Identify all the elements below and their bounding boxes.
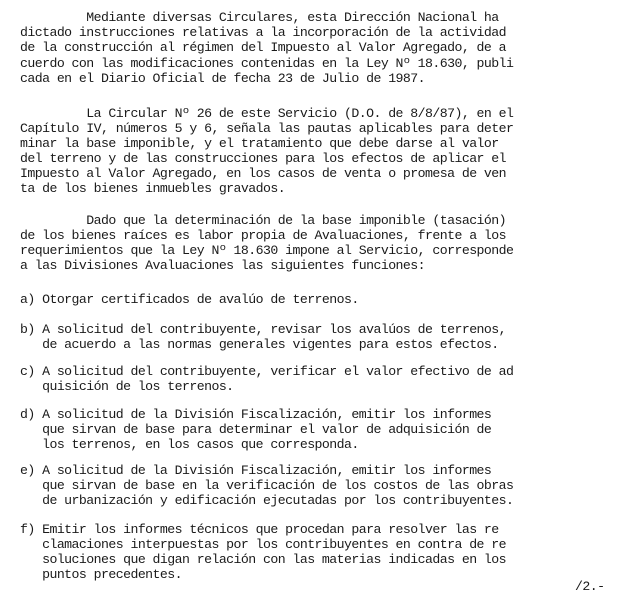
paragraph-1-line-2: dictado instrucciones relativas a la incorporación de la actividad (20, 25, 507, 40)
paragraph-2-line-5: Impuesto al Valor Agregado, en los casos de venta o promesa de ven (20, 166, 507, 181)
item-f-line-2: clamaciones interpuestas por los contribuyentes en contra de re (20, 537, 507, 552)
item-f-line-4: puntos precedentes. (20, 567, 183, 582)
paragraph-1-line-1: Mediante diversas Circulares, esta Dirección Nacional ha (20, 10, 499, 25)
page-continuation-marker: /2.- (575, 579, 605, 594)
item-f-line-1: f) Emitir los informes técnicos que procedan para resolver las re (20, 522, 499, 537)
paragraph-3-line-3: requerimientos que la Ley Nº 18.630 impone al Servicio, corresponde (20, 243, 514, 258)
item-e-line-3: de urbanización y edificación ejecutadas por los contribuyentes. (20, 493, 514, 508)
item-d-line-1: d) A solicitud de la División Fiscalización, emitir los informes (20, 407, 492, 422)
item-c-line-1: c) A solicitud del contribuyente, verificar el valor efectivo de ad (20, 364, 514, 379)
item-d-line-2: que sirvan de base para determinar el valor de adquisición de (20, 422, 492, 437)
item-e-line-2: que sirvan de base en la verificación de los costos de las obras (20, 478, 514, 493)
paragraph-2-line-2: Capítulo IV, números 5 y 6, señala las pautas aplicables para deter (20, 121, 514, 136)
paragraph-1-line-5: cada en el Diario Oficial de fecha 23 de Julio de 1987. (20, 71, 426, 86)
paragraph-1-line-3: de la construcción al régimen del Impuesto al Valor Agregado, de a (20, 40, 507, 55)
paragraph-2-line-3: minar la base imponible, y el tratamiento que debe darse al valor (20, 136, 499, 151)
paragraph-2-line-4: del terreno y de las construcciones para los efectos de aplicar el (20, 151, 507, 166)
item-f-line-3: soluciones que digan relación con las materias indicadas en los (20, 552, 507, 567)
paragraph-2-line-6: ta de los bienes inmuebles gravados. (20, 181, 286, 196)
paragraph-3-line-4: a las Divisiones Avaluaciones las siguientes funciones: (20, 258, 426, 273)
paragraph-1-line-4: cuerdo con las modificaciones contenidas en la Ley Nº 18.630, publi (20, 56, 514, 71)
item-c-line-2: quisición de los terrenos. (20, 379, 234, 394)
item-b-line-1: b) A solicitud del contribuyente, revisar los avalúos de terrenos, (20, 322, 507, 337)
paragraph-3-line-1: Dado que la determinación de la base imponible (tasación) (20, 213, 507, 228)
paragraph-2-line-1: La Circular Nº 26 de este Servicio (D.O. de 8/8/87), en el (20, 106, 514, 121)
item-d-line-3: los terrenos, en los casos que corresponda. (20, 437, 359, 452)
paragraph-3-line-2: de los bienes raíces es labor propia de Avaluaciones, frente a los (20, 228, 507, 243)
item-b-line-2: de acuerdo a las normas generales vigentes para estos efectos. (20, 337, 499, 352)
item-a-line-1: a) Otorgar certificados de avalúo de terrenos. (20, 292, 359, 307)
item-e-line-1: e) A solicitud de la División Fiscalización, emitir los informes (20, 463, 492, 478)
